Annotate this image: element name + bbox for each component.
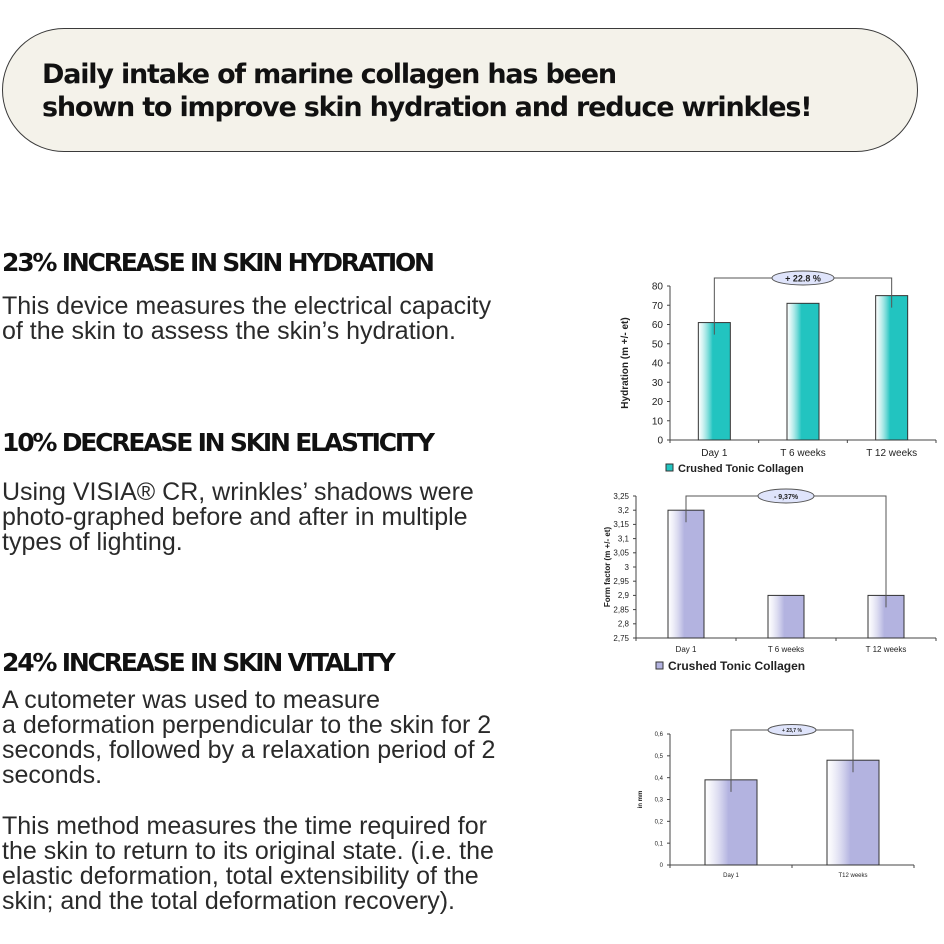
y-tick-label: 3,1 <box>617 534 629 544</box>
desc-line: a deformation perpendicular to the skin for 2 <box>2 711 492 739</box>
y-tick-label: 0,2 <box>654 819 663 826</box>
headline-line-2: shown to improve skin hydration and reduce wrinkles! <box>42 92 812 123</box>
y-tick-label: 30 <box>651 377 663 389</box>
x-tick-label: T 6 weeks <box>767 645 805 654</box>
desc-line: seconds. <box>2 761 103 789</box>
legend-swatch <box>666 464 673 471</box>
x-tick-label: Day 1 <box>701 448 728 459</box>
vitality-description-1 <box>2 688 495 788</box>
y-tick-label: 3,25 <box>613 491 629 501</box>
y-tick-label: 3 <box>624 562 629 572</box>
x-tick-label: Day 1 <box>675 645 697 654</box>
y-tick-label: 0,5 <box>654 753 663 760</box>
x-tick-label: T 12 weeks <box>865 645 907 654</box>
bar <box>787 303 819 440</box>
legend-label: Crushed Tonic Collagen <box>678 463 804 475</box>
hydration-description <box>2 294 491 344</box>
desc-line: This method measures the time required for <box>2 812 487 840</box>
y-tick-label: 20 <box>651 397 663 408</box>
x-tick-label: T 12 weeks <box>866 448 918 459</box>
y-tick-label: 2,95 <box>613 577 629 586</box>
bar <box>827 760 879 865</box>
bar <box>668 510 704 638</box>
desc-line: photo-graphed before and after in multiple <box>2 503 468 531</box>
comparison-bracket <box>686 493 886 607</box>
headline-line-1: Daily intake of marine collagen has been <box>42 59 616 90</box>
bar <box>705 780 757 865</box>
headline <box>42 58 902 124</box>
elasticity-description <box>2 480 474 555</box>
y-axis-label: Hydration (m +/- et) <box>620 317 631 409</box>
y-tick-label: 40 <box>651 358 663 370</box>
desc-line: seconds, followed by a relaxation period of 2 <box>2 736 496 764</box>
legend-swatch <box>656 662 663 669</box>
desc-line: elastic deformation, total extensibility of the <box>2 862 479 890</box>
y-tick-label: 50 <box>651 339 663 351</box>
y-tick-label: 2,9 <box>617 591 629 601</box>
x-tick-label: T12 weeks <box>838 873 868 879</box>
annotation-label: - 9,37% <box>773 493 799 501</box>
elasticity-title: 10% DECREASE IN SKIN ELASTICITY <box>2 428 433 457</box>
hydration-chart <box>600 262 944 490</box>
y-tick-label: 0,6 <box>654 732 663 739</box>
y-tick-label: 0,1 <box>654 841 663 848</box>
y-tick-label: 0,3 <box>654 797 663 804</box>
y-tick-label: 3,15 <box>613 520 629 530</box>
form-factor-chart <box>590 486 944 678</box>
desc-line: This device measures the electrical capacity <box>2 292 492 320</box>
vitality-title: 24% INCREASE IN SKIN VITALITY <box>2 648 394 677</box>
y-tick-label: 0 <box>657 435 663 447</box>
desc-line: skin; and the total deformation recovery). <box>2 887 456 915</box>
y-tick-label: 2,75 <box>613 633 629 643</box>
bar <box>698 323 730 440</box>
bar <box>876 296 908 440</box>
y-tick-label: 2,8 <box>617 619 629 629</box>
y-tick-label: 3,05 <box>613 548 629 558</box>
y-axis-label: Form factor (m +/- et) <box>603 526 612 608</box>
hydration-title: 23% INCREASE IN SKIN HYDRATION <box>2 248 433 277</box>
desc-line: Using VISIA® CR, wrinkles’ shadows were <box>2 478 474 506</box>
y-tick-label: 10 <box>651 416 663 428</box>
y-tick-label: 70 <box>651 300 663 312</box>
vitality-description-2 <box>2 814 494 914</box>
y-tick-label: 2,85 <box>613 605 629 615</box>
bar <box>768 595 804 638</box>
desc-line: A cutometer was used to measure <box>2 686 380 714</box>
desc-line: types of lighting. <box>2 528 183 556</box>
y-axis-label: in mm <box>638 790 644 809</box>
bottom-strip <box>0 916 944 944</box>
desc-line: the skin to return to its original state. (i.e. the <box>2 837 494 865</box>
y-tick-label: 3,2 <box>617 506 629 515</box>
legend-label: Crushed Tonic Collagen <box>668 659 806 673</box>
x-tick-label: T 6 weeks <box>780 448 826 459</box>
y-tick-label: 80 <box>651 281 663 293</box>
y-tick-label: 0 <box>659 863 663 870</box>
x-tick-label: Day 1 <box>723 873 739 879</box>
y-tick-label: 60 <box>651 320 663 331</box>
annotation-label: + 23,7 % <box>782 728 802 735</box>
annotation-label: + 22.8 % <box>785 273 821 284</box>
deformation-chart <box>630 722 920 884</box>
desc-line: of the skin to assess the skin’s hydration. <box>2 317 456 345</box>
y-tick-label: 0,4 <box>654 775 663 782</box>
